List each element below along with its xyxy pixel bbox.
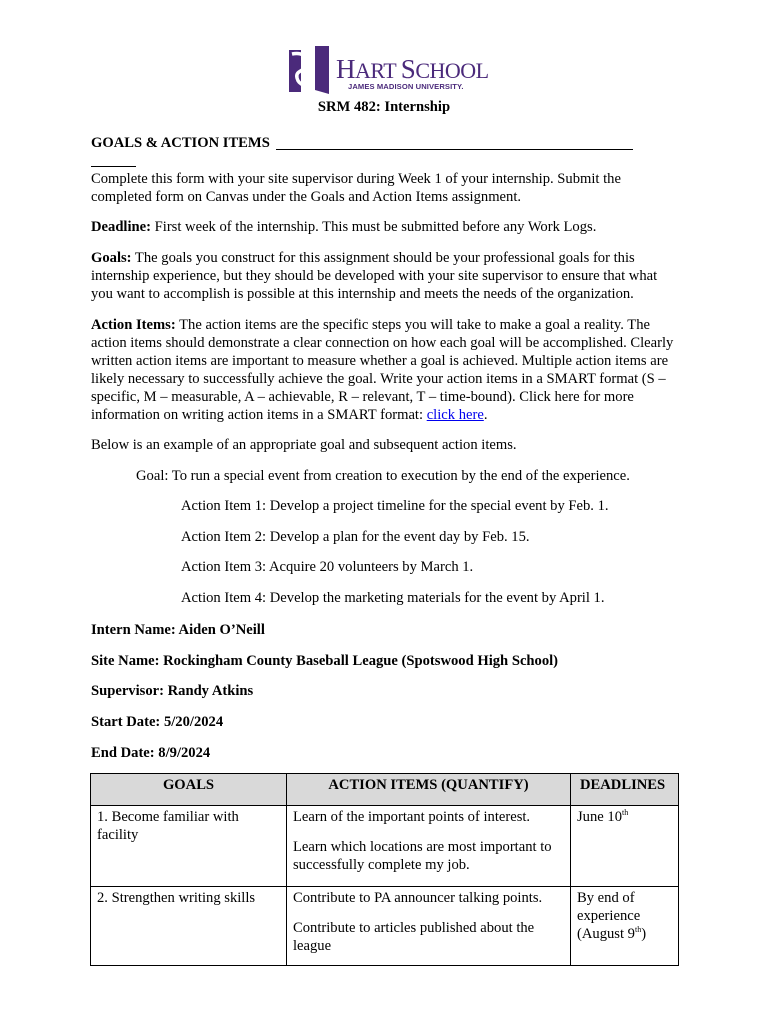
example-action-item: Action Item 2: Develop a plan for the event day by Feb. 15. [181, 529, 530, 545]
header-action-items: ACTION ITEMS (QUANTIFY) [287, 774, 571, 806]
header-goals: GOALS [91, 774, 287, 806]
action-items-paragraph: Action Items: The action items are the specific steps you will take to make a goal a reality. The action items should demonstrate a clear connection on how each goal will be accomplished. Clearly written action items are important to measure whether a goal is achieved. Multiple action items are likely necessary to successfully achieve the goal. Write your action items in a SMART format (S – specific, M – measurable, A – achievable, R – relevant, T – time-bound). Click here for more information on writing action items in a SMART format: click here. [91, 317, 674, 423]
table-header-row [91, 774, 679, 806]
section-heading: GOALS & ACTION ITEMS [91, 135, 270, 151]
action-items-label: Action Items: [91, 317, 176, 333]
smart-format-link[interactable]: click here [426, 407, 484, 423]
heading-underline [276, 149, 633, 150]
end-date: End Date: 8/9/2024 [91, 745, 211, 761]
action-item: Learn of the important points of interest. [293, 809, 531, 825]
hart-school-emblem-icon [287, 46, 331, 94]
actions-cell [287, 887, 571, 966]
goal-cell: 1. Become familiar with facility [91, 806, 287, 887]
deadline-cell: June 10th [571, 806, 679, 887]
table-row [91, 806, 679, 887]
hart-school-logo [287, 46, 487, 96]
deadline-text: First week of the internship. This must be submitted before any Work Logs. [151, 219, 597, 235]
example-goal: Goal: To run a special event from creation to execution by the end of the experience. [136, 468, 630, 484]
deadline-paragraph [91, 218, 596, 236]
table-row [91, 887, 679, 966]
intro-line-2: completed form on Canvas under the Goals and Action Items assignment. [91, 189, 522, 205]
actions-cell [287, 806, 571, 887]
logo-subtitle: JAMES MADISON UNIVERSITY. [348, 82, 464, 91]
goal-cell: 2. Strengthen writing skills [91, 887, 287, 966]
action-item: Contribute to PA announcer talking points. [293, 890, 543, 906]
example-action-item: Action Item 3: Acquire 20 volunteers by March 1. [181, 559, 474, 575]
example-action-item: Action Item 1: Develop a project timeline for the special event by Feb. 1. [181, 498, 609, 514]
course-title: SRM 482: Internship [317, 99, 451, 115]
action-item: Learn which locations are most important to successfully complete my job. [293, 839, 552, 873]
goals-paragraph [91, 249, 681, 303]
example-intro: Below is an example of an appropriate goal and subsequent action items. [91, 437, 517, 453]
goals-table [90, 773, 679, 966]
header-deadlines: DEADLINES [571, 774, 679, 806]
site-name: Site Name: Rockingham County Baseball League (Spotswood High School) [91, 653, 559, 669]
action-item: Contribute to articles published about the league [293, 920, 535, 954]
intro-line-1: Complete this form with your site supervisor during Week 1 of your internship. Submit the [91, 171, 621, 187]
example-action-item: Action Item 4: Develop the marketing materials for the event by April 1. [181, 590, 605, 606]
deadline-label: Deadline: [91, 219, 151, 235]
goals-text: The goals you construct for this assignment should be your professional goals for this internship experience, but they should be developed with your site supervisor to ensure that what you want to accomplish is possible at this internship and meets the needs of the organization. [91, 250, 658, 302]
intern-name: Intern Name: Aiden O’Neill [91, 622, 265, 638]
deadline-cell: By end of experience (August 9th) [571, 887, 679, 966]
heading-underline-wrap [91, 166, 136, 167]
action-items-text: The action items are the specific steps you will take to make a goal a reality. The action items should demonstrate a clear connection on how each goal will be accomplished. Clearly written action items are important to measure whether a goal is achieved. Multiple action items are likely necessary to successfully achieve the goal. Write your action items in a SMART format (S – specific, M – measurable, A – achievable, R – relevant, T – time-bound). Click here for more information on writing action items in a SMART format: [91, 317, 674, 423]
start-date: Start Date: 5/20/2024 [91, 714, 224, 730]
supervisor-name: Supervisor: Randy Atkins [91, 683, 254, 699]
goals-label: Goals: [91, 250, 132, 266]
logo-title: HART SCHOOL [336, 54, 489, 84]
